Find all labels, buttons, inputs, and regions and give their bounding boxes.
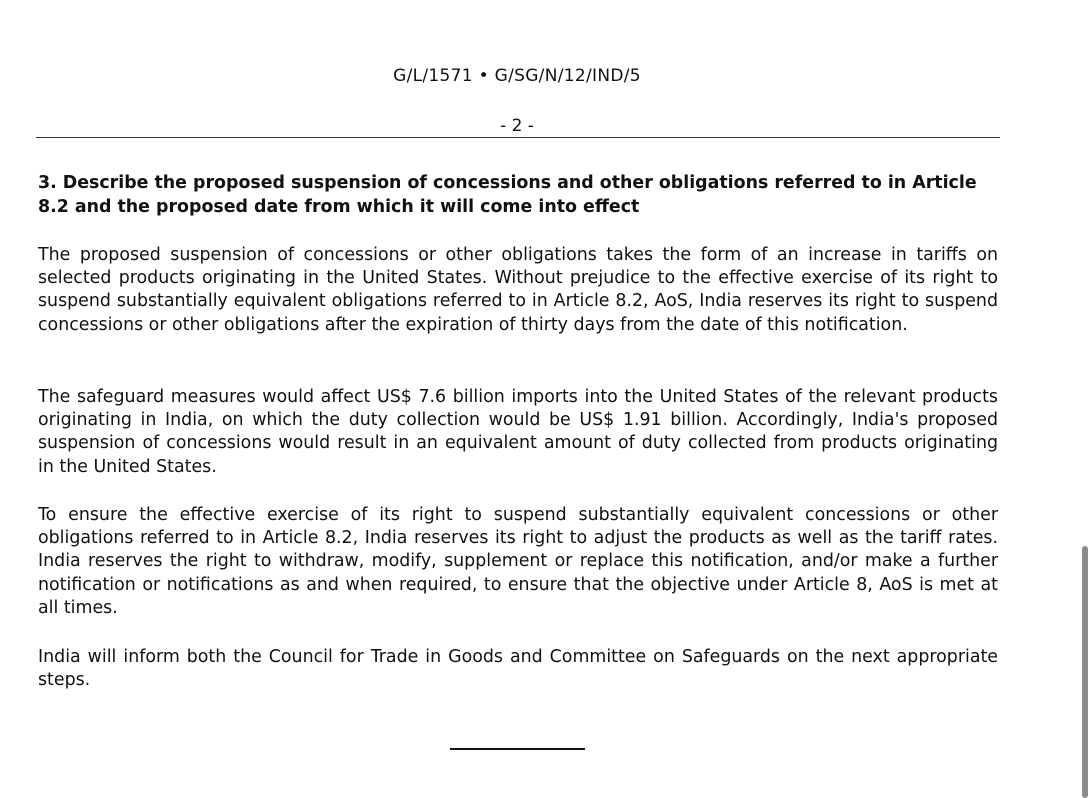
end-of-document-rule: [450, 748, 585, 750]
paragraph-next-steps: India will inform both the Council for Trade in Goods and Committee on Safeguards on the next appropriate steps.: [38, 647, 998, 691]
paragraph-trade-value: The safeguard measures would affect US$ 7.6 billion imports into the United States of the relevant products originating in India, on which the duty collection would be US$ 1.91 billion. Accordingly, India's proposed suspension of concessions would result in an equivalent amount of duty collected from products originating in the United States.: [38, 387, 998, 477]
page-number: - 2 -: [500, 116, 534, 136]
paragraph-rights-reserved: To ensure the effective exercise of its right to suspend substantially equivalent concessions or other obligations referred to in Article 8.2, India reserves its right to adjust the products as well as the tariff rates. India reserves the right to withdraw, modify, supplement or replace this notification, and/or make a further notification or notifications as and when required, to ensure that the objective under Article 8, AoS is met at all times.: [38, 505, 998, 618]
section-heading: 3. Describe the proposed suspension of concessions and other obligations referred to in Article 8.2 and the proposed date from which it will come into effect: [38, 173, 977, 217]
scrollbar-thumb[interactable]: [1082, 546, 1088, 798]
header-divider: [36, 137, 1000, 138]
document-symbol: G/L/1571 • G/SG/N/12/IND/5: [393, 66, 641, 86]
paragraph-suspension-form: The proposed suspension of concessions or other obligations takes the form of an increase in tariffs on selected products originating in the United States. Without prejudice to the effective exercise of its right to suspend substantially equivalent obligations referred to in Article 8.2, AoS, India reserves its right to suspend concessions or other obligations after the expiration of thirty days from the date of this notification.: [38, 245, 998, 335]
vertical-scrollbar[interactable]: [1078, 0, 1092, 798]
